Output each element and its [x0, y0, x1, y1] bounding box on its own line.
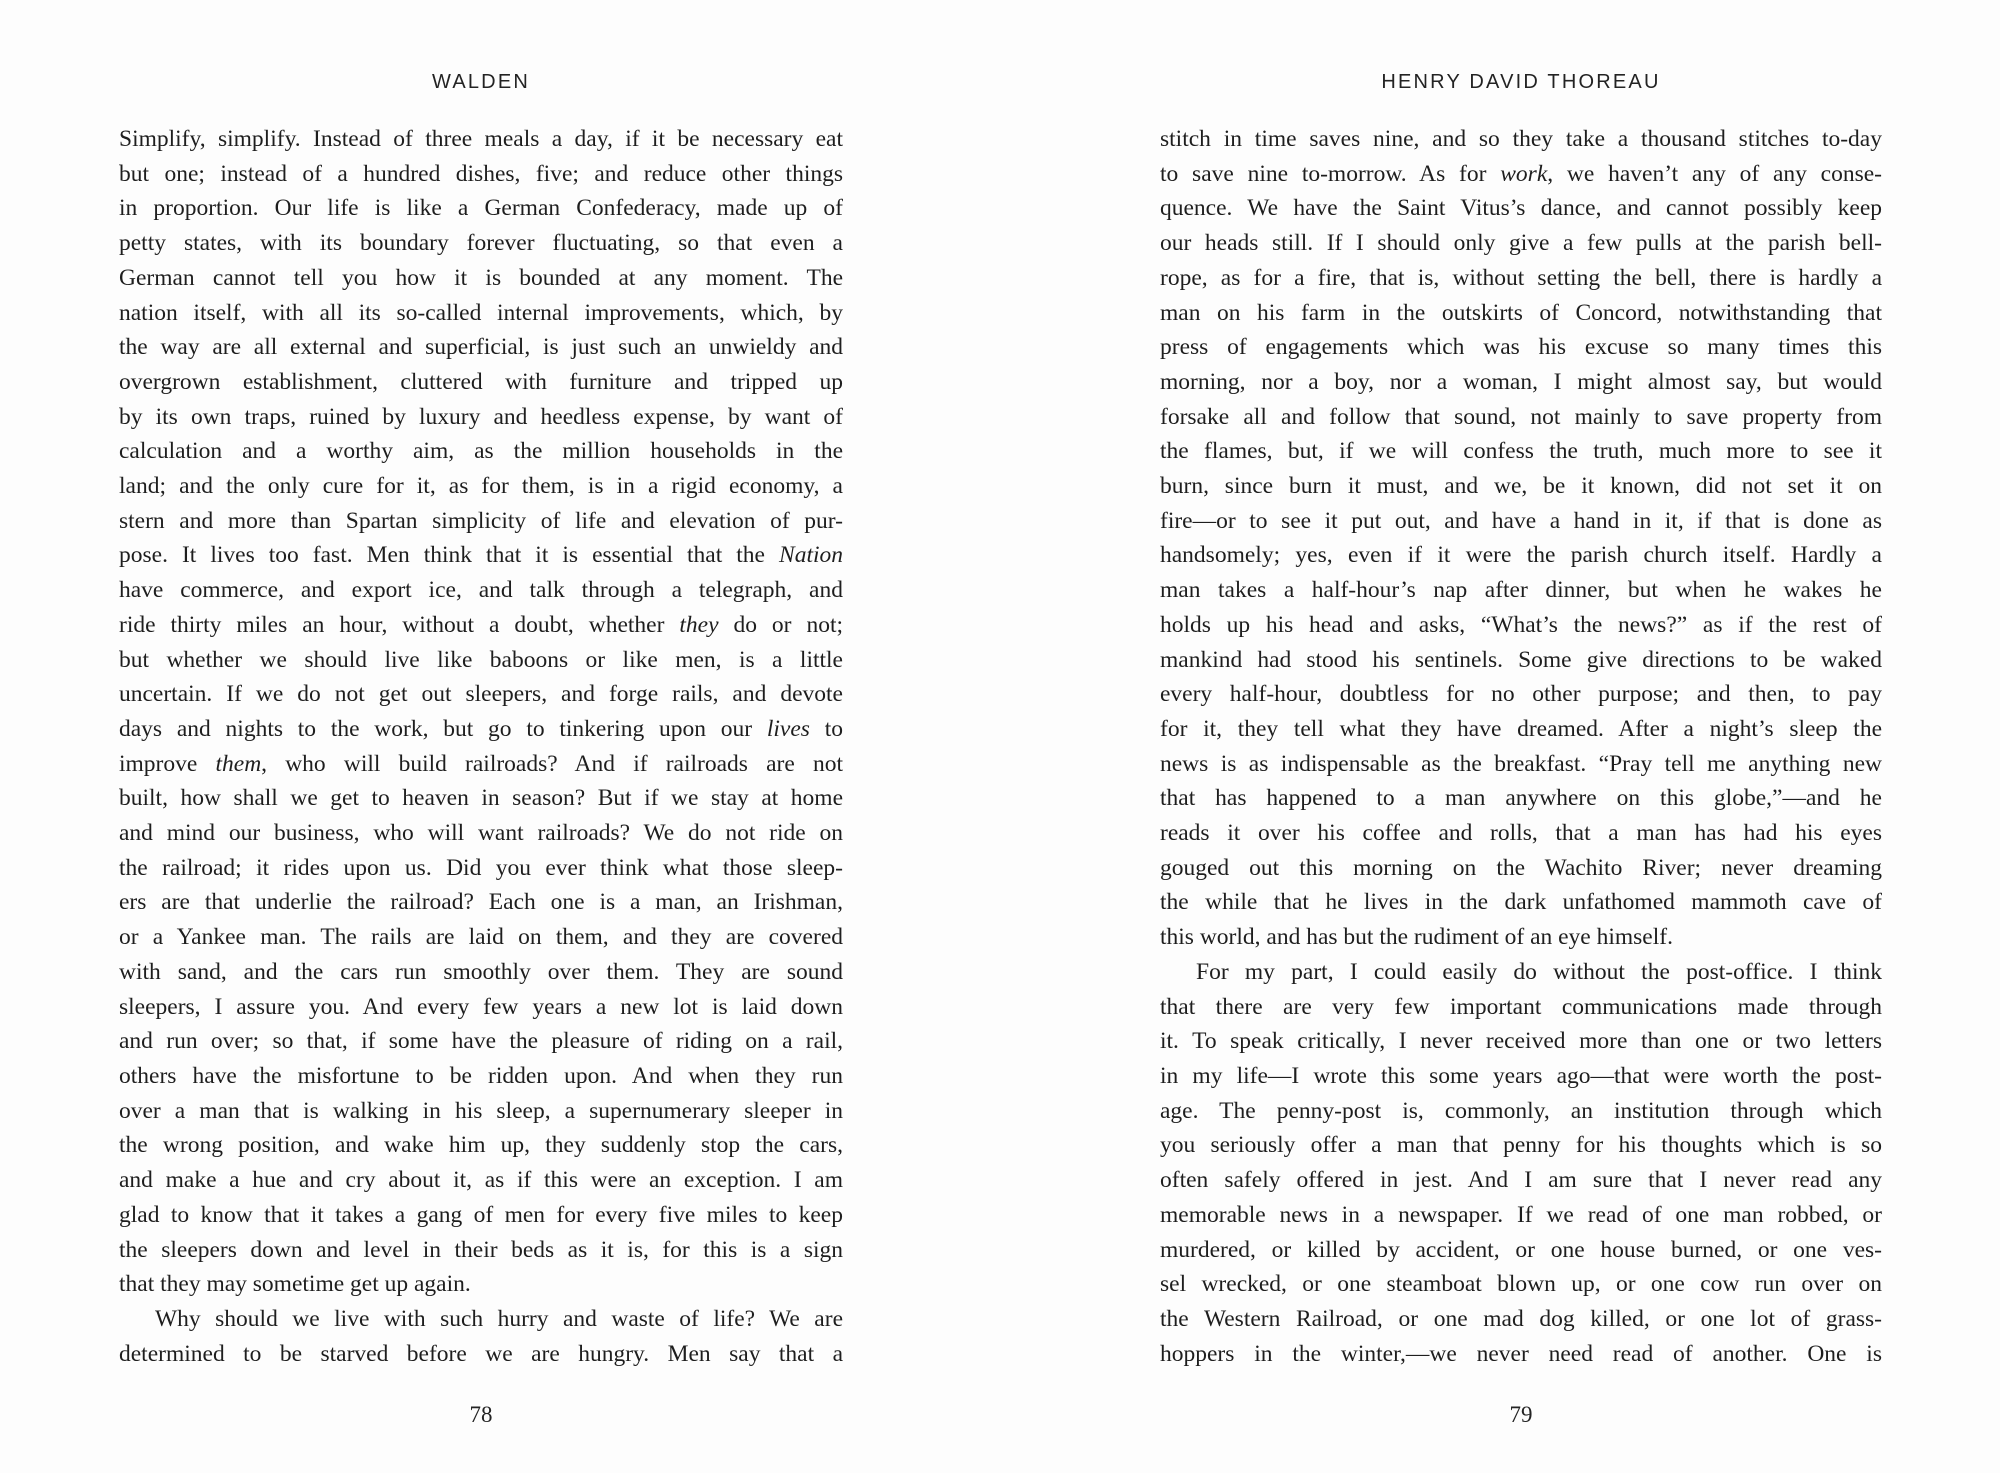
text-line: ride thirty miles an hour, without a doubt, whether they do or not; — [119, 611, 843, 638]
text-line: press of engagements which was his excuse so many times this — [1160, 334, 1882, 361]
text-line: improve them, who will build railroads? And if railroads are not — [119, 750, 843, 777]
text-line: man on his farm in the outskirts of Concord, notwithstanding that — [1160, 299, 1882, 326]
text-line: but one; instead of a hundred dishes, five; and reduce other things — [119, 160, 843, 187]
text-line: in my life—I wrote this some years ago—that were worth the post- — [1160, 1062, 1882, 1089]
text-line: for it, they tell what they have dreamed. After a night’s sleep the — [1160, 715, 1882, 742]
text-line: by its own traps, ruined by luxury and heedless expense, by want of — [119, 403, 843, 430]
text-line: stitch in time saves nine, and so they take a thousand stitches to-day — [1160, 126, 1882, 152]
text-line: petty states, with its boundary forever fluctuating, so that even a — [119, 230, 843, 257]
text-line: Why should we live with such hurry and waste of life? We are — [155, 1305, 843, 1332]
text-line: calculation and a worthy aim, as the million households in the — [119, 438, 843, 465]
text-line: land; and the only cure for it, as for them, is in a rigid economy, a — [119, 473, 843, 500]
text-line: the while that he lives in the dark unfathomed mammoth cave of — [1160, 889, 1882, 916]
text-line: murdered, or killed by accident, or one house burned, or one ves- — [1160, 1236, 1882, 1263]
text-line: reads it over his coffee and rolls, that a man has had his eyes — [1160, 820, 1882, 847]
text-line: sleepers, I assure you. And every few years a new lot is laid down — [119, 993, 843, 1020]
text-line: memorable news in a newspaper. If we read of one man robbed, or — [1160, 1201, 1882, 1228]
text-line: holds up his head and asks, “What’s the news?” as if the rest of — [1160, 611, 1882, 638]
text-line: this world, and has but the rudiment of an eye himself. — [1160, 924, 1673, 951]
text-line: the flames, but, if we will confess the truth, much more to see it — [1160, 438, 1882, 465]
text-line: the Western Railroad, or one mad dog killed, or one lot of grass- — [1160, 1305, 1882, 1332]
text-line: mankind had stood his sentinels. Some give directions to be waked — [1160, 646, 1882, 673]
text-line: morning, nor a boy, nor a woman, I might almost say, but would — [1160, 368, 1882, 395]
text-line: or a Yankee man. The rails are laid on them, and they are covered — [119, 924, 843, 951]
text-line: gouged out this morning on the Wachito River; never dreaming — [1160, 854, 1882, 881]
text-line: but whether we should live like baboons or like men, is a little — [119, 646, 843, 673]
text-line: handsomely; yes, even if it were the parish church itself. Hardly a — [1160, 542, 1882, 569]
text-line: the way are all external and superficial, is just such an unwieldy and — [119, 334, 843, 361]
text-line: German cannot tell you how it is bounded at any moment. The — [119, 264, 843, 291]
text-line: stern and more than Spartan simplicity of life and elevation of pur- — [119, 507, 843, 534]
text-line: the sleepers down and level in their beds as it is, for this is a sign — [119, 1236, 843, 1263]
text-line: with sand, and the cars run smoothly over them. They are sound — [119, 958, 843, 985]
text-line: For my part, I could easily do without the post-office. I think — [1196, 958, 1882, 985]
text-line: that there are very few important communications made through — [1160, 993, 1882, 1020]
text-line: that they may sometime get up again. — [119, 1271, 471, 1298]
text-line: hoppers in the winter,—we never need read of another. One is — [1160, 1340, 1882, 1367]
page-left — [119, 0, 843, 1473]
text-line: and make a hue and cry about it, as if this were an exception. I am — [119, 1167, 843, 1194]
page-number-left: 78 — [469, 1402, 493, 1427]
text-line: it. To speak critically, I never received more than one or two letters — [1160, 1028, 1882, 1055]
text-line: Simplify, simplify. Instead of three meals a day, if it be necessary eat — [119, 126, 843, 152]
page-number-right: 79 — [1509, 1402, 1533, 1427]
text-line: have commerce, and export ice, and talk through a telegraph, and — [119, 577, 843, 604]
running-header-book-title: WALDEN — [431, 71, 531, 93]
text-line: often safely offered in jest. And I am sure that I never read any — [1160, 1167, 1882, 1194]
text-line: glad to know that it takes a gang of men for every five miles to keep — [119, 1201, 843, 1228]
text-line: days and nights to the work, but go to tinkering upon our lives to — [119, 715, 843, 742]
text-line: uncertain. If we do not get out sleepers, and forge rails, and devote — [119, 681, 843, 708]
text-line: you seriously offer a man that penny for his thoughts which is so — [1160, 1132, 1882, 1159]
page-right-body-text — [1160, 122, 1882, 1371]
text-line: and run over; so that, if some have the pleasure of riding on a rail, — [119, 1028, 843, 1055]
text-line: news is as indispensable as the breakfast. “Pray tell me anything new — [1160, 750, 1882, 777]
text-line: forsake all and follow that sound, not mainly to save property from — [1160, 403, 1882, 430]
page-right — [1160, 0, 1882, 1473]
text-line: our heads still. If I should only give a few pulls at the parish bell- — [1160, 230, 1882, 257]
text-line: the wrong position, and wake him up, they suddenly stop the cars, — [119, 1132, 843, 1159]
text-line: man takes a half-hour’s nap after dinner, but when he wakes he — [1160, 577, 1882, 604]
text-line: others have the misfortune to be ridden upon. And when they run — [119, 1062, 843, 1089]
text-line: that has happened to a man anywhere on this globe,”—and he — [1160, 785, 1882, 812]
text-line: in proportion. Our life is like a German Confederacy, made up of — [119, 195, 843, 222]
text-line: burn, since burn it must, and we, be it known, did not set it on — [1160, 473, 1882, 500]
text-line: age. The penny-post is, commonly, an institution through which — [1160, 1097, 1882, 1124]
text-line: built, how shall we get to heaven in season? But if we stay at home — [119, 785, 843, 812]
text-line: ers are that underlie the railroad? Each one is a man, an Irishman, — [119, 889, 843, 916]
text-line: every half-hour, doubtless for no other purpose; and then, to pay — [1160, 681, 1882, 708]
text-line: to save nine to-morrow. As for work, we haven’t any of any conse- — [1160, 160, 1882, 187]
page-left-body-text — [119, 122, 843, 1371]
text-line: and mind our business, who will want railroads? We do not ride on — [119, 820, 843, 847]
text-line: nation itself, with all its so-called internal improvements, which, by — [119, 299, 843, 326]
text-line: determined to be starved before we are hungry. Men say that a — [119, 1340, 843, 1367]
text-line: overgrown establishment, cluttered with furniture and tripped up — [119, 368, 843, 395]
text-line: the railroad; it rides upon us. Did you ever think what those sleep- — [119, 854, 843, 881]
text-line: rope, as for a fire, that is, without setting the bell, there is hardly a — [1160, 264, 1882, 291]
text-line: over a man that is walking in his sleep, a supernumerary sleeper in — [119, 1097, 843, 1124]
text-line: pose. It lives too fast. Men think that it is essential that the Nation — [119, 542, 843, 569]
text-line: fire—or to see it put out, and have a hand in it, if that is done as — [1160, 507, 1882, 534]
text-line: quence. We have the Saint Vitus’s dance, and cannot possibly keep — [1160, 195, 1882, 222]
running-header-author-name: HENRY DAVID THOREAU — [1381, 71, 1661, 93]
text-line: sel wrecked, or one steamboat blown up, or one cow run over on — [1160, 1271, 1882, 1298]
